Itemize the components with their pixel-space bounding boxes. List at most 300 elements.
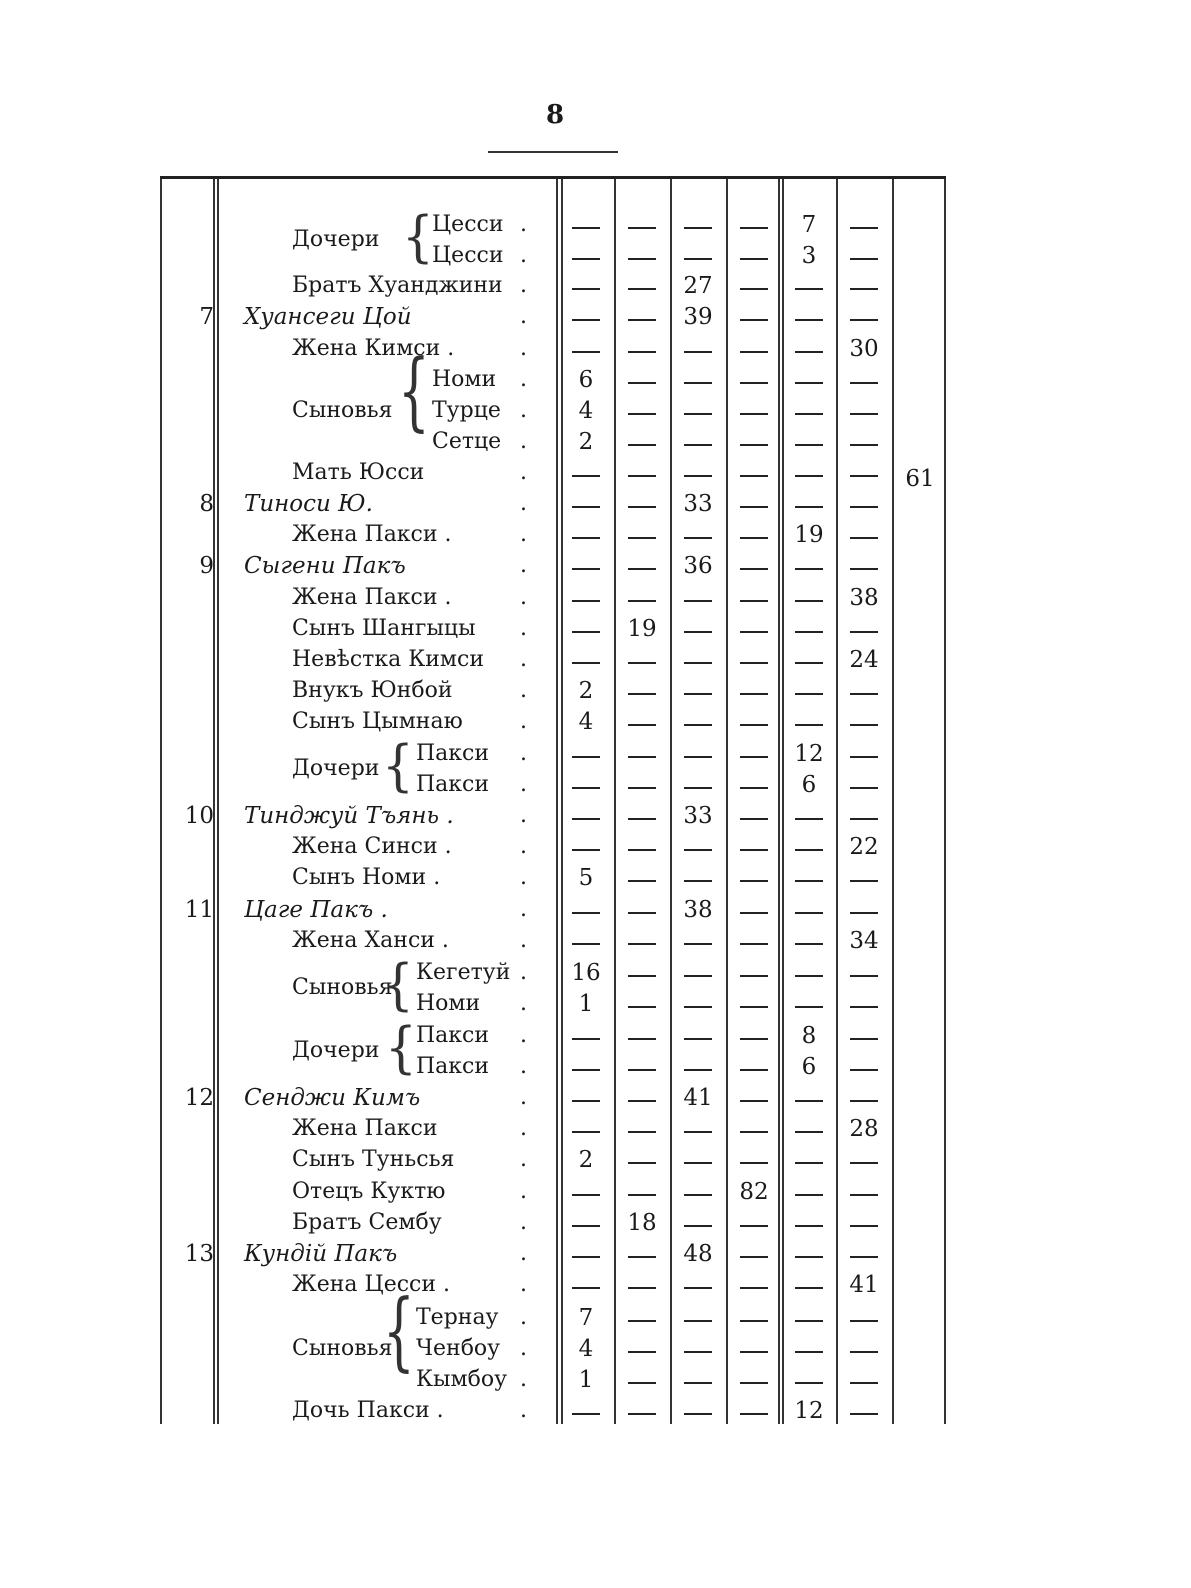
table-row: [0, 741, 1191, 771]
leader-dot: .: [520, 834, 527, 859]
empty-cell-dash: [628, 319, 656, 321]
empty-cell-dash: [740, 351, 768, 353]
age-value: 8: [801, 1023, 817, 1049]
empty-cell-dash: [795, 943, 823, 945]
row-number: 8: [199, 491, 214, 517]
empty-cell-dash: [740, 975, 768, 977]
empty-cell-dash: [850, 912, 878, 914]
empty-cell-dash: [850, 258, 878, 260]
age-value: 2: [578, 1147, 594, 1173]
table-row: [0, 1054, 1191, 1084]
empty-cell-dash: [850, 1069, 878, 1071]
empty-cell-dash: [740, 1006, 768, 1008]
leader-dot: .: [520, 1241, 527, 1266]
family-member: Жена Пакси .: [292, 522, 452, 547]
empty-cell-dash: [740, 1320, 768, 1322]
empty-cell-dash: [628, 1256, 656, 1258]
age-value: 6: [801, 772, 817, 798]
table-row: [0, 834, 1191, 864]
household-head: Тинджуй Тъянь .: [244, 803, 454, 829]
empty-cell-dash: [740, 787, 768, 789]
empty-cell-dash: [684, 1162, 712, 1164]
empty-cell-dash: [628, 1194, 656, 1196]
age-value: 41: [683, 1085, 713, 1111]
empty-cell-dash: [628, 1131, 656, 1133]
empty-cell-dash: [572, 849, 600, 851]
empty-cell-dash: [850, 1351, 878, 1353]
leader-dot: .: [520, 709, 527, 734]
leader-dot: .: [520, 803, 527, 828]
empty-cell-dash: [628, 351, 656, 353]
leader-dot: .: [520, 1367, 527, 1392]
empty-cell-dash: [572, 227, 600, 229]
empty-cell-dash: [740, 1413, 768, 1415]
leader-dot: .: [520, 367, 527, 392]
empty-cell-dash: [795, 818, 823, 820]
empty-cell-dash: [850, 413, 878, 415]
leader-dot: .: [520, 398, 527, 423]
empty-cell-dash: [684, 227, 712, 229]
family-member-subname: Номи: [416, 991, 481, 1016]
empty-cell-dash: [740, 288, 768, 290]
empty-cell-dash: [850, 1006, 878, 1008]
empty-cell-dash: [628, 444, 656, 446]
empty-cell-dash: [850, 975, 878, 977]
leader-dot: .: [520, 1054, 527, 1079]
empty-cell-dash: [795, 631, 823, 633]
empty-cell-dash: [740, 382, 768, 384]
family-member: Мать Юсси: [292, 460, 425, 485]
empty-cell-dash: [850, 1320, 878, 1322]
family-member-subname: Цесси: [432, 243, 504, 268]
table-row: [0, 243, 1191, 273]
relation-group-label: Сыновья: [292, 398, 393, 423]
household-head: Хуансеги Цой: [244, 304, 412, 330]
empty-cell-dash: [628, 288, 656, 290]
empty-cell-dash: [850, 475, 878, 477]
empty-cell-dash: [850, 382, 878, 384]
empty-cell-dash: [628, 382, 656, 384]
group-brace: {: [383, 1281, 415, 1381]
household-head: Сенджи Кимъ: [244, 1085, 421, 1111]
table-row: [0, 772, 1191, 802]
age-value: 33: [683, 803, 713, 829]
empty-cell-dash: [795, 975, 823, 977]
age-value: 34: [849, 928, 879, 954]
empty-cell-dash: [684, 1038, 712, 1040]
age-value: 5: [578, 865, 594, 891]
empty-cell-dash: [684, 1225, 712, 1227]
empty-cell-dash: [795, 880, 823, 882]
family-member: Жена Кимси .: [292, 336, 455, 361]
empty-cell-dash: [684, 1006, 712, 1008]
age-value: 1: [578, 991, 594, 1017]
empty-cell-dash: [740, 506, 768, 508]
age-value: 27: [683, 273, 713, 299]
empty-cell-dash: [572, 1131, 600, 1133]
empty-cell-dash: [740, 568, 768, 570]
page-number: 8: [545, 100, 565, 130]
row-number: 12: [184, 1085, 214, 1111]
empty-cell-dash: [850, 319, 878, 321]
empty-cell-dash: [740, 227, 768, 229]
empty-cell-dash: [795, 849, 823, 851]
empty-cell-dash: [850, 537, 878, 539]
table-row: [0, 1336, 1191, 1366]
family-member: Внукъ Юнбой: [292, 678, 453, 703]
age-value: 12: [794, 741, 824, 767]
empty-cell-dash: [684, 724, 712, 726]
table-row: [0, 1241, 1191, 1271]
family-member: Жена Пакси: [292, 1116, 438, 1141]
leader-dot: .: [520, 1147, 527, 1172]
table-row: [0, 1398, 1191, 1428]
table-row: [0, 553, 1191, 583]
empty-cell-dash: [795, 1006, 823, 1008]
age-value: 19: [794, 522, 824, 548]
family-member-subname: Ченбоу: [416, 1336, 501, 1361]
empty-cell-dash: [684, 1287, 712, 1289]
empty-cell-dash: [850, 818, 878, 820]
empty-cell-dash: [795, 382, 823, 384]
table-row: [0, 1179, 1191, 1209]
empty-cell-dash: [795, 1256, 823, 1258]
empty-cell-dash: [628, 258, 656, 260]
table-top-rule: [160, 176, 946, 179]
empty-cell-dash: [795, 319, 823, 321]
leader-dot: .: [520, 336, 527, 361]
empty-cell-dash: [572, 537, 600, 539]
leader-dot: .: [520, 243, 527, 268]
empty-cell-dash: [740, 662, 768, 664]
empty-cell-dash: [740, 1225, 768, 1227]
empty-cell-dash: [628, 1413, 656, 1415]
empty-cell-dash: [572, 818, 600, 820]
empty-cell-dash: [628, 1100, 656, 1102]
empty-cell-dash: [628, 756, 656, 758]
empty-cell-dash: [684, 693, 712, 695]
empty-cell-dash: [795, 912, 823, 914]
empty-cell-dash: [740, 880, 768, 882]
empty-cell-dash: [572, 568, 600, 570]
table-row: [0, 1210, 1191, 1240]
leader-dot: .: [520, 1398, 527, 1423]
empty-cell-dash: [850, 756, 878, 758]
family-member: Жена Цесси .: [292, 1272, 451, 1297]
family-member-subname: Сетце: [432, 429, 502, 454]
table-row: [0, 398, 1191, 428]
empty-cell-dash: [740, 1131, 768, 1133]
table-row: [0, 1085, 1191, 1115]
age-value: 4: [578, 709, 594, 735]
leader-dot: .: [520, 460, 527, 485]
family-member: Сынъ Шангыцы: [292, 616, 476, 641]
household-head: Сыгени Пакъ: [244, 553, 406, 579]
empty-cell-dash: [740, 1069, 768, 1071]
age-value: 6: [578, 367, 594, 393]
empty-cell-dash: [628, 1351, 656, 1353]
empty-cell-dash: [740, 631, 768, 633]
empty-cell-dash: [740, 600, 768, 602]
family-member: Невѣстка Кимси: [292, 647, 484, 672]
empty-cell-dash: [684, 1320, 712, 1322]
empty-cell-dash: [628, 693, 656, 695]
empty-cell-dash: [850, 880, 878, 882]
group-brace: {: [398, 341, 430, 441]
empty-cell-dash: [740, 724, 768, 726]
family-member: Сынъ Цымнаю: [292, 709, 463, 734]
age-value: 38: [849, 585, 879, 611]
age-value: 41: [849, 1272, 879, 1298]
leader-dot: .: [520, 865, 527, 890]
age-value: 4: [578, 1336, 594, 1362]
empty-cell-dash: [628, 537, 656, 539]
empty-cell-dash: [740, 1100, 768, 1102]
empty-cell-dash: [684, 756, 712, 758]
empty-cell-dash: [628, 475, 656, 477]
empty-cell-dash: [572, 1038, 600, 1040]
age-value: 1: [578, 1367, 594, 1393]
empty-cell-dash: [740, 1256, 768, 1258]
empty-cell-dash: [740, 537, 768, 539]
empty-cell-dash: [850, 1382, 878, 1384]
family-member-subname: Кымбоу: [416, 1367, 508, 1392]
empty-cell-dash: [628, 1006, 656, 1008]
empty-cell-dash: [684, 880, 712, 882]
empty-cell-dash: [795, 1131, 823, 1133]
leader-dot: .: [520, 273, 527, 298]
leader-dot: .: [520, 1085, 527, 1110]
family-member-subname: Пакси: [416, 1023, 490, 1048]
empty-cell-dash: [684, 1351, 712, 1353]
empty-cell-dash: [628, 227, 656, 229]
empty-cell-dash: [684, 787, 712, 789]
empty-cell-dash: [684, 1194, 712, 1196]
family-member-subname: Пакси: [416, 1054, 490, 1079]
age-value: 38: [683, 897, 713, 923]
leader-dot: .: [520, 991, 527, 1016]
table-row: [0, 678, 1191, 708]
empty-cell-dash: [684, 258, 712, 260]
age-value: 22: [849, 834, 879, 860]
table-row: [0, 709, 1191, 739]
household-head: Тиноси Ю.: [244, 491, 373, 517]
empty-cell-dash: [850, 1038, 878, 1040]
table-row: [0, 1023, 1191, 1053]
leader-dot: .: [520, 1023, 527, 1048]
empty-cell-dash: [684, 537, 712, 539]
table-row: [0, 491, 1191, 521]
empty-cell-dash: [628, 849, 656, 851]
empty-cell-dash: [572, 475, 600, 477]
table-row: [0, 460, 1191, 490]
age-value: 2: [578, 678, 594, 704]
leader-dot: .: [520, 772, 527, 797]
table-row: [0, 212, 1191, 242]
relation-group-label: Дочери: [292, 1038, 380, 1063]
empty-cell-dash: [740, 912, 768, 914]
empty-cell-dash: [850, 506, 878, 508]
age-value: 19: [627, 616, 657, 642]
age-value: 24: [849, 647, 879, 673]
leader-dot: .: [520, 1179, 527, 1204]
empty-cell-dash: [740, 319, 768, 321]
leader-dot: .: [520, 1336, 527, 1361]
empty-cell-dash: [572, 1225, 600, 1227]
group-brace: {: [385, 1016, 417, 1080]
empty-cell-dash: [795, 444, 823, 446]
empty-cell-dash: [572, 1413, 600, 1415]
leader-dot: .: [520, 897, 527, 922]
empty-cell-dash: [684, 475, 712, 477]
empty-cell-dash: [740, 1287, 768, 1289]
leader-dot: .: [520, 1272, 527, 1297]
age-value: 3: [801, 243, 817, 269]
empty-cell-dash: [628, 724, 656, 726]
empty-cell-dash: [572, 1256, 600, 1258]
row-number: 11: [184, 897, 214, 923]
empty-cell-dash: [628, 1069, 656, 1071]
empty-cell-dash: [572, 631, 600, 633]
table-row: [0, 585, 1191, 615]
empty-cell-dash: [684, 631, 712, 633]
empty-cell-dash: [740, 413, 768, 415]
empty-cell-dash: [572, 662, 600, 664]
empty-cell-dash: [572, 756, 600, 758]
empty-cell-dash: [795, 288, 823, 290]
table-row: [0, 928, 1191, 958]
empty-cell-dash: [572, 351, 600, 353]
empty-cell-dash: [628, 662, 656, 664]
empty-cell-dash: [572, 288, 600, 290]
table-row: [0, 1116, 1191, 1146]
age-value: 4: [578, 398, 594, 424]
leader-dot: .: [520, 553, 527, 578]
table-row: [0, 273, 1191, 303]
empty-cell-dash: [572, 1287, 600, 1289]
empty-cell-dash: [850, 693, 878, 695]
row-number: 7: [199, 304, 214, 330]
table-row: [0, 304, 1191, 334]
leader-dot: .: [520, 647, 527, 672]
empty-cell-dash: [795, 693, 823, 695]
relation-group-label: Дочери: [292, 756, 380, 781]
empty-cell-dash: [684, 413, 712, 415]
empty-cell-dash: [572, 943, 600, 945]
age-value: 36: [683, 553, 713, 579]
leader-dot: .: [520, 491, 527, 516]
empty-cell-dash: [684, 943, 712, 945]
empty-cell-dash: [684, 1382, 712, 1384]
age-value: 18: [627, 1210, 657, 1236]
empty-cell-dash: [795, 662, 823, 664]
empty-cell-dash: [628, 1382, 656, 1384]
family-member: Сынъ Номи .: [292, 865, 441, 890]
empty-cell-dash: [628, 568, 656, 570]
empty-cell-dash: [795, 1351, 823, 1353]
empty-cell-dash: [795, 1194, 823, 1196]
empty-cell-dash: [850, 1413, 878, 1415]
empty-cell-dash: [740, 693, 768, 695]
empty-cell-dash: [572, 319, 600, 321]
table-row: [0, 429, 1191, 459]
empty-cell-dash: [740, 943, 768, 945]
empty-cell-dash: [795, 1320, 823, 1322]
row-number: 13: [184, 1241, 214, 1267]
family-member-subname: Турце: [432, 398, 501, 423]
empty-cell-dash: [628, 1038, 656, 1040]
family-member: Жена Синси .: [292, 834, 452, 859]
age-value: 16: [571, 960, 601, 986]
empty-cell-dash: [628, 413, 656, 415]
leader-dot: .: [520, 960, 527, 985]
empty-cell-dash: [572, 1100, 600, 1102]
table-row: [0, 367, 1191, 397]
empty-cell-dash: [628, 880, 656, 882]
leader-dot: .: [520, 212, 527, 237]
empty-cell-dash: [684, 1069, 712, 1071]
empty-cell-dash: [572, 1194, 600, 1196]
age-value: 12: [794, 1398, 824, 1424]
empty-cell-dash: [795, 1162, 823, 1164]
empty-cell-dash: [795, 506, 823, 508]
table-row: [0, 960, 1191, 990]
household-head: Кундій Пакъ: [244, 1241, 398, 1267]
age-value: 7: [801, 212, 817, 238]
leader-dot: .: [520, 429, 527, 454]
empty-cell-dash: [850, 787, 878, 789]
family-member: Жена Ханси .: [292, 928, 449, 953]
empty-cell-dash: [850, 1100, 878, 1102]
empty-cell-dash: [628, 818, 656, 820]
empty-cell-dash: [795, 475, 823, 477]
empty-cell-dash: [628, 506, 656, 508]
empty-cell-dash: [795, 1100, 823, 1102]
leader-dot: .: [520, 304, 527, 329]
group-brace: {: [402, 205, 434, 269]
empty-cell-dash: [684, 600, 712, 602]
leader-dot: .: [520, 1210, 527, 1235]
table-row: [0, 991, 1191, 1021]
age-value: 6: [801, 1054, 817, 1080]
empty-cell-dash: [850, 724, 878, 726]
table-row: [0, 1305, 1191, 1335]
empty-cell-dash: [795, 568, 823, 570]
family-member-subname: Пакси: [416, 772, 490, 797]
age-value: 7: [578, 1305, 594, 1331]
empty-cell-dash: [572, 787, 600, 789]
empty-cell-dash: [628, 600, 656, 602]
age-value: 2: [578, 429, 594, 455]
empty-cell-dash: [850, 1225, 878, 1227]
table-row: [0, 1147, 1191, 1177]
family-member: Братъ Хуанджини: [292, 273, 503, 298]
leader-dot: .: [520, 616, 527, 641]
empty-cell-dash: [684, 1413, 712, 1415]
family-member: Жена Пакси .: [292, 585, 452, 610]
empty-cell-dash: [628, 1287, 656, 1289]
leader-dot: .: [520, 585, 527, 610]
row-number: 10: [184, 803, 214, 829]
empty-cell-dash: [795, 1225, 823, 1227]
empty-cell-dash: [628, 1320, 656, 1322]
empty-cell-dash: [850, 631, 878, 633]
table-row: [0, 336, 1191, 366]
empty-cell-dash: [740, 1162, 768, 1164]
leader-dot: .: [520, 522, 527, 547]
empty-cell-dash: [850, 1194, 878, 1196]
table-row: [0, 897, 1191, 927]
